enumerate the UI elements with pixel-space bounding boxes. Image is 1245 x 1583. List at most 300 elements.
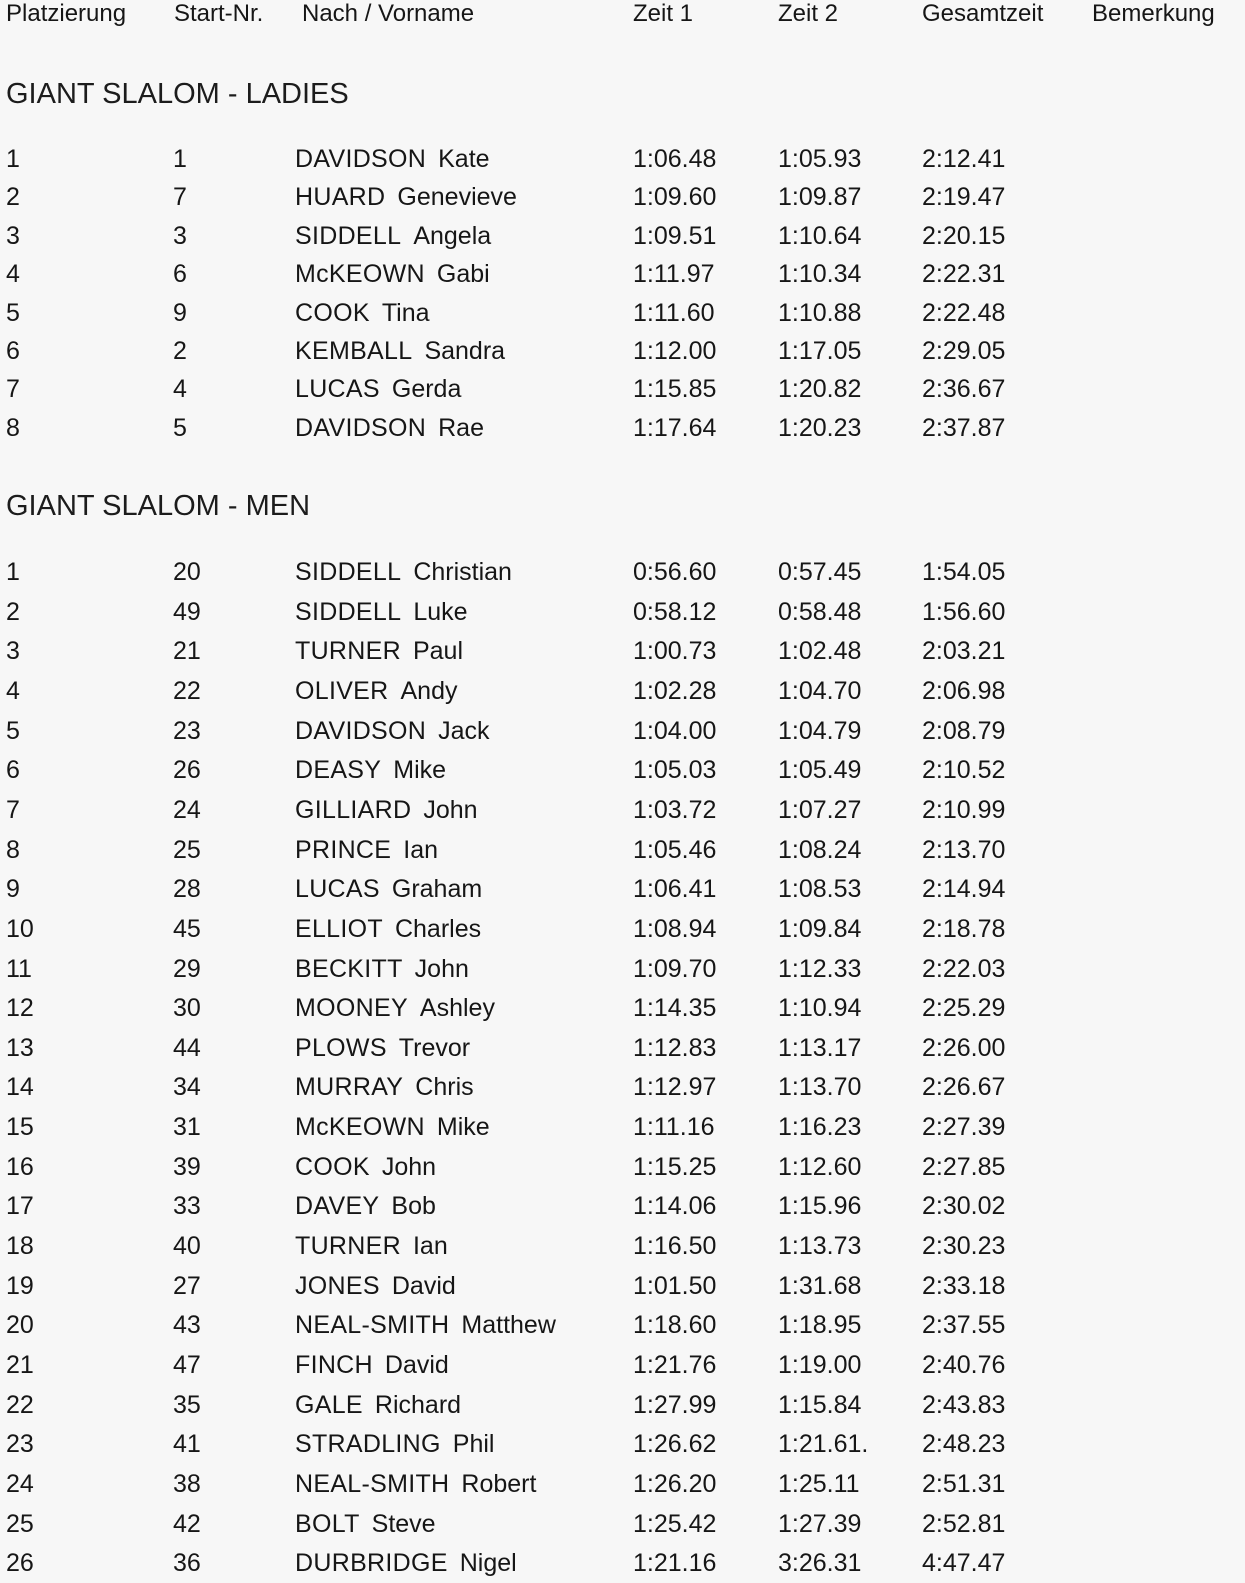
first-name: Kate [438, 145, 490, 173]
start-number-cell: 42 [173, 1510, 201, 1538]
place-cell: 21 [6, 1351, 34, 1379]
result-row [0, 337, 1245, 371]
first-name: David [391, 1272, 456, 1300]
first-name: Rae [438, 414, 484, 442]
name-cell [295, 260, 490, 289]
result-row [0, 1510, 1245, 1544]
time-1-cell: 1:09.70 [633, 955, 717, 983]
result-row [0, 994, 1245, 1028]
time-1-cell: 1:05.03 [633, 756, 717, 784]
place-cell: 17 [6, 1192, 34, 1220]
place-cell: 15 [6, 1113, 34, 1141]
time-1-cell: 1:21.76 [633, 1351, 717, 1379]
place-cell: 10 [6, 915, 34, 943]
time-1-cell: 1:12.97 [633, 1073, 717, 1101]
place-cell: 24 [6, 1470, 34, 1498]
time-2-cell: 1:15.84 [778, 1391, 862, 1419]
total-time-cell: 2:14.94 [922, 875, 1006, 903]
time-1-cell: 1:11.97 [633, 260, 715, 288]
place-cell: 20 [6, 1311, 34, 1339]
start-number-cell: 47 [173, 1351, 201, 1379]
result-row [0, 1034, 1245, 1068]
last-name: MURRAY [295, 1073, 404, 1101]
place-cell: 6 [6, 756, 20, 784]
total-time-cell: 2:51.31 [922, 1470, 1006, 1498]
result-row [0, 414, 1245, 448]
place-cell: 5 [6, 299, 20, 327]
last-name: COOK [295, 1153, 370, 1181]
name-cell [295, 1272, 456, 1301]
name-cell [295, 1113, 490, 1142]
name-cell [295, 756, 446, 785]
time-1-cell: 1:01.50 [633, 1272, 717, 1300]
header-place: Platzierung [6, 0, 127, 27]
first-name: David [384, 1351, 449, 1379]
time-2-cell: 1:05.49 [778, 756, 862, 784]
last-name: DURBRIDGE [295, 1549, 448, 1577]
name-cell [295, 836, 438, 865]
total-time-cell: 2:27.39 [922, 1113, 1006, 1141]
first-name: Sandra [424, 337, 506, 365]
total-time-cell: 2:36.67 [922, 375, 1006, 403]
start-number-cell: 25 [173, 836, 201, 864]
first-name: Ashley [419, 994, 495, 1022]
name-cell [295, 1510, 436, 1539]
result-row [0, 1272, 1245, 1306]
name-cell [295, 1192, 436, 1221]
total-time-cell: 2:12.41 [922, 145, 1006, 173]
total-time-cell: 2:37.87 [922, 414, 1006, 442]
last-name: STRADLING [295, 1430, 441, 1458]
last-name: DAVIDSON [295, 145, 427, 173]
result-row [0, 875, 1245, 909]
time-1-cell: 1:25.42 [633, 1510, 717, 1538]
start-number-cell: 39 [173, 1153, 201, 1181]
time-1-cell: 1:12.83 [633, 1034, 717, 1062]
total-time-cell: 2:27.85 [922, 1153, 1006, 1181]
start-number-cell: 29 [173, 955, 201, 983]
last-name: HUARD [295, 183, 386, 211]
header-remark: Bemerkung [1092, 0, 1215, 27]
time-1-cell: 1:14.06 [633, 1192, 717, 1220]
name-cell [295, 1153, 436, 1182]
total-time-cell: 2:40.76 [922, 1351, 1006, 1379]
first-name: Steve [371, 1510, 436, 1538]
result-row [0, 558, 1245, 592]
time-2-cell: 1:19.00 [778, 1351, 862, 1379]
section-title: GIANT SLALOM - MEN [6, 490, 311, 522]
total-time-cell: 2:37.55 [922, 1311, 1006, 1339]
start-number-cell: 31 [173, 1113, 201, 1141]
name-cell [295, 337, 505, 366]
total-time-cell: 2:10.99 [922, 796, 1006, 824]
start-number-cell: 1 [173, 145, 187, 173]
result-row [0, 1391, 1245, 1425]
time-2-cell: 1:16.23 [778, 1113, 862, 1141]
last-name: ELLIOT [295, 915, 383, 943]
place-cell: 12 [6, 994, 34, 1022]
result-row [0, 677, 1245, 711]
total-time-cell: 2:26.67 [922, 1073, 1006, 1101]
first-name: John [423, 796, 478, 824]
time-1-cell: 1:17.64 [633, 414, 717, 442]
last-name: SIDDELL [295, 558, 402, 586]
name-cell [295, 1034, 470, 1063]
last-name: SIDDELL [295, 598, 402, 626]
first-name: Phil [452, 1430, 495, 1458]
first-name: John [381, 1153, 437, 1181]
time-2-cell: 1:12.60 [778, 1153, 862, 1181]
name-cell [295, 717, 490, 746]
start-number-cell: 23 [173, 717, 201, 745]
start-number-cell: 24 [173, 796, 201, 824]
result-row [0, 796, 1245, 830]
first-name: Robert [461, 1470, 537, 1498]
first-name: Charles [394, 915, 482, 943]
place-cell: 25 [6, 1510, 34, 1538]
start-number-cell: 35 [173, 1391, 201, 1419]
first-name: Richard [374, 1391, 462, 1419]
start-number-cell: 30 [173, 994, 201, 1022]
total-time-cell: 2:18.78 [922, 915, 1006, 943]
result-row [0, 260, 1245, 294]
result-row [0, 1351, 1245, 1385]
time-2-cell: 1:10.64 [778, 222, 862, 250]
start-number-cell: 2 [173, 337, 187, 365]
name-cell [295, 955, 469, 984]
place-cell: 3 [6, 222, 20, 250]
last-name: MOONEY [295, 994, 408, 1022]
name-cell [295, 183, 517, 212]
last-name: SIDDELL [295, 222, 402, 250]
section-title: GIANT SLALOM - LADIES [6, 78, 349, 110]
name-cell [295, 1232, 448, 1261]
total-time-cell: 2:25.29 [922, 994, 1006, 1022]
time-2-cell: 1:20.23 [778, 414, 862, 442]
time-1-cell: 1:04.00 [633, 717, 717, 745]
last-name: NEAL-SMITH [295, 1311, 450, 1339]
time-2-cell: 1:09.84 [778, 915, 862, 943]
start-number-cell: 4 [173, 375, 187, 403]
start-number-cell: 22 [173, 677, 201, 705]
place-cell: 8 [6, 414, 20, 442]
time-1-cell: 1:05.46 [633, 836, 717, 864]
results-table-header [0, 0, 1245, 30]
last-name: DAVIDSON [295, 414, 427, 442]
header-time-2: Zeit 2 [778, 0, 839, 27]
name-cell [295, 796, 478, 825]
time-1-cell: 0:58.12 [633, 598, 717, 626]
total-time-cell: 2:26.00 [922, 1034, 1006, 1062]
name-cell [295, 1073, 474, 1102]
last-name: DAVEY [295, 1192, 380, 1220]
first-name: John [414, 955, 469, 983]
first-name: Ian [412, 1232, 448, 1260]
name-cell [295, 222, 491, 251]
start-number-cell: 20 [173, 558, 201, 586]
time-1-cell: 1:16.50 [633, 1232, 717, 1260]
total-time-cell: 2:22.48 [922, 299, 1006, 327]
total-time-cell: 2:03.21 [922, 637, 1006, 665]
result-row [0, 1153, 1245, 1187]
header-name: Nach / Vorname [302, 0, 475, 27]
result-row [0, 1430, 1245, 1464]
start-number-cell: 5 [173, 414, 187, 442]
result-row [0, 955, 1245, 989]
start-number-cell: 21 [173, 637, 201, 665]
last-name: FINCH [295, 1351, 373, 1379]
start-number-cell: 49 [173, 598, 201, 626]
first-name: Matthew [461, 1311, 556, 1339]
name-cell [295, 299, 430, 328]
place-cell: 7 [6, 796, 20, 824]
name-cell [295, 145, 490, 174]
time-1-cell: 1:08.94 [633, 915, 717, 943]
start-number-cell: 36 [173, 1549, 201, 1577]
time-1-cell: 1:11.60 [633, 299, 715, 327]
header-start-number: Start-Nr. [174, 0, 264, 27]
place-cell: 1 [6, 558, 20, 586]
time-2-cell: 1:17.05 [778, 337, 862, 365]
first-name: Luke [413, 598, 468, 626]
result-row [0, 222, 1245, 256]
total-time-cell: 1:56.60 [922, 598, 1006, 626]
total-time-cell: 2:19.47 [922, 183, 1006, 211]
start-number-cell: 38 [173, 1470, 201, 1498]
total-time-cell: 2:30.02 [922, 1192, 1006, 1220]
time-1-cell: 1:09.60 [633, 183, 717, 211]
time-1-cell: 1:00.73 [633, 637, 717, 665]
last-name: DEASY [295, 756, 382, 784]
start-number-cell: 34 [173, 1073, 201, 1101]
name-cell [295, 875, 482, 904]
first-name: Andy [400, 677, 458, 705]
place-cell: 2 [6, 598, 20, 626]
total-time-cell: 2:10.52 [922, 756, 1006, 784]
place-cell: 11 [6, 955, 32, 983]
time-2-cell: 1:20.82 [778, 375, 862, 403]
last-name: BECKITT [295, 955, 403, 983]
time-1-cell: 1:03.72 [633, 796, 717, 824]
start-number-cell: 41 [173, 1430, 201, 1458]
last-name: JONES [295, 1272, 380, 1300]
result-row [0, 299, 1245, 333]
time-1-cell: 1:02.28 [633, 677, 717, 705]
time-1-cell: 1:09.51 [633, 222, 717, 250]
result-row [0, 915, 1245, 949]
total-time-cell: 2:13.70 [922, 836, 1006, 864]
first-name: Trevor [398, 1034, 471, 1062]
place-cell: 5 [6, 717, 20, 745]
first-name: Graham [391, 875, 483, 903]
total-time-cell: 2:33.18 [922, 1272, 1006, 1300]
total-time-cell: 2:22.31 [922, 260, 1006, 288]
start-number-cell: 9 [173, 299, 187, 327]
result-row [0, 717, 1245, 751]
name-cell [295, 598, 468, 627]
time-2-cell: 1:04.79 [778, 717, 862, 745]
time-1-cell: 1:26.20 [633, 1470, 717, 1498]
time-1-cell: 1:06.48 [633, 145, 717, 173]
last-name: LUCAS [295, 375, 380, 403]
time-2-cell: 1:09.87 [778, 183, 862, 211]
total-time-cell: 2:43.83 [922, 1391, 1006, 1419]
time-2-cell: 1:05.93 [778, 145, 862, 173]
start-number-cell: 7 [173, 183, 187, 211]
total-time-cell: 2:06.98 [922, 677, 1006, 705]
start-number-cell: 43 [173, 1311, 201, 1339]
last-name: NEAL-SMITH [295, 1470, 450, 1498]
last-name: OLIVER [295, 677, 389, 705]
last-name: KEMBALL [295, 337, 413, 365]
last-name: PLOWS [295, 1034, 387, 1062]
time-2-cell: 1:25.11 [778, 1470, 860, 1498]
place-cell: 23 [6, 1430, 34, 1458]
first-name: Gabi [436, 260, 490, 288]
time-2-cell: 0:58.48 [778, 598, 862, 626]
result-row [0, 375, 1245, 409]
first-name: Nigel [459, 1549, 517, 1577]
result-row [0, 1232, 1245, 1266]
start-number-cell: 28 [173, 875, 201, 903]
result-row [0, 1192, 1245, 1226]
time-2-cell: 1:08.53 [778, 875, 862, 903]
start-number-cell: 44 [173, 1034, 201, 1062]
place-cell: 18 [6, 1232, 34, 1260]
name-cell [295, 915, 481, 944]
place-cell: 2 [6, 183, 20, 211]
place-cell: 14 [6, 1073, 34, 1101]
place-cell: 22 [6, 1391, 34, 1419]
last-name: COOK [295, 299, 370, 327]
time-2-cell: 1:08.24 [778, 836, 862, 864]
name-cell [295, 375, 461, 404]
place-cell: 7 [6, 375, 20, 403]
time-2-cell: 1:07.27 [778, 796, 862, 824]
last-name: BOLT [295, 1510, 360, 1538]
first-name: Mike [393, 756, 447, 784]
time-2-cell: 1:18.95 [778, 1311, 862, 1339]
time-1-cell: 1:15.25 [633, 1153, 717, 1181]
name-cell [295, 994, 495, 1023]
time-1-cell: 1:14.35 [633, 994, 717, 1022]
header-total-time: Gesamtzeit [922, 0, 1044, 27]
first-name: Chris [415, 1073, 474, 1101]
place-cell: 4 [6, 677, 20, 705]
name-cell [295, 1430, 494, 1459]
name-cell [295, 677, 457, 706]
first-name: Genevieve [397, 183, 517, 211]
time-2-cell: 1:02.48 [778, 637, 862, 665]
time-2-cell: 1:10.34 [778, 260, 862, 288]
last-name: TURNER [295, 1232, 401, 1260]
time-1-cell: 1:11.16 [633, 1113, 715, 1141]
name-cell [295, 1549, 517, 1578]
name-cell [295, 1351, 449, 1380]
result-row [0, 1113, 1245, 1147]
place-cell: 19 [6, 1272, 34, 1300]
header-time-1: Zeit 1 [633, 0, 694, 27]
place-cell: 16 [6, 1153, 34, 1181]
place-cell: 3 [6, 637, 20, 665]
place-cell: 9 [6, 875, 20, 903]
result-row [0, 637, 1245, 671]
time-2-cell: 1:27.39 [778, 1510, 862, 1538]
result-row [0, 756, 1245, 790]
place-cell: 8 [6, 836, 20, 864]
time-1-cell: 1:06.41 [633, 875, 717, 903]
last-name: DAVIDSON [295, 717, 427, 745]
first-name: Bob [391, 1192, 436, 1220]
start-number-cell: 45 [173, 915, 201, 943]
place-cell: 26 [6, 1549, 34, 1577]
total-time-cell: 2:22.03 [922, 955, 1006, 983]
result-row [0, 1311, 1245, 1345]
last-name: GILLIARD [295, 796, 412, 824]
first-name: Jack [438, 717, 490, 745]
name-cell [295, 1470, 536, 1499]
time-1-cell: 1:21.16 [633, 1549, 717, 1577]
name-cell [295, 1391, 461, 1420]
time-2-cell: 1:10.88 [778, 299, 862, 327]
last-name: McKEOWN [295, 1113, 425, 1141]
last-name: LUCAS [295, 875, 380, 903]
start-number-cell: 26 [173, 756, 201, 784]
total-time-cell: 2:52.81 [922, 1510, 1006, 1538]
place-cell: 4 [6, 260, 20, 288]
time-2-cell: 1:10.94 [778, 994, 862, 1022]
first-name: Gerda [391, 375, 462, 403]
start-number-cell: 27 [173, 1272, 201, 1300]
result-row [0, 145, 1245, 179]
time-1-cell: 0:56.60 [633, 558, 717, 586]
result-row [0, 1073, 1245, 1107]
result-row [0, 836, 1245, 870]
time-1-cell: 1:26.62 [633, 1430, 717, 1458]
result-row [0, 183, 1245, 217]
start-number-cell: 33 [173, 1192, 201, 1220]
time-2-cell: 1:13.17 [778, 1034, 862, 1062]
name-cell [295, 414, 484, 443]
first-name: Mike [436, 1113, 490, 1141]
time-2-cell: 1:13.73 [778, 1232, 862, 1260]
first-name: Tina [381, 299, 430, 327]
first-name: Paul [412, 637, 464, 665]
time-1-cell: 1:15.85 [633, 375, 717, 403]
time-2-cell: 1:15.96 [778, 1192, 862, 1220]
start-number-cell: 40 [173, 1232, 201, 1260]
total-time-cell: 2:48.23 [922, 1430, 1006, 1458]
time-1-cell: 1:18.60 [633, 1311, 717, 1339]
first-name: Christian [413, 558, 512, 586]
total-time-cell: 2:08.79 [922, 717, 1006, 745]
name-cell [295, 558, 512, 587]
time-2-cell: 1:13.70 [778, 1073, 862, 1101]
place-cell: 13 [6, 1034, 34, 1062]
first-name: Angela [413, 222, 492, 250]
start-number-cell: 3 [173, 222, 187, 250]
result-row [0, 1549, 1245, 1583]
time-2-cell: 1:04.70 [778, 677, 862, 705]
time-1-cell: 1:27.99 [633, 1391, 717, 1419]
time-2-cell: 1:21.61. [778, 1430, 869, 1458]
total-time-cell: 2:29.05 [922, 337, 1006, 365]
time-2-cell: 3:26.31 [778, 1549, 862, 1577]
result-row [0, 598, 1245, 632]
name-cell [295, 1311, 556, 1340]
start-number-cell: 6 [173, 260, 187, 288]
last-name: PRINCE [295, 836, 392, 864]
